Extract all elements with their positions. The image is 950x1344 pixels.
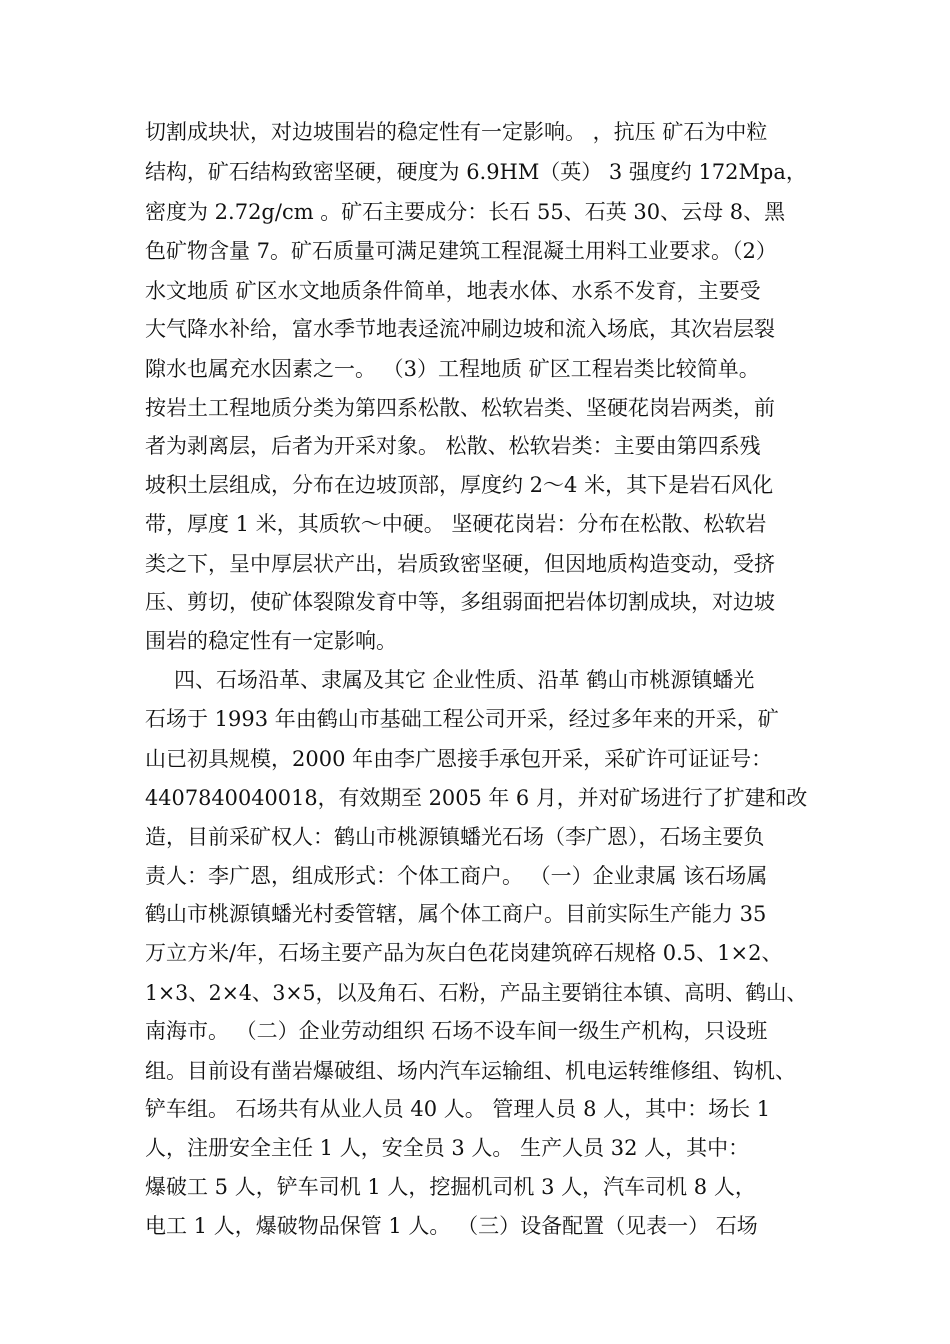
text-line: 者为剥离层，后者为开采对象。 松散、松软岩类：主要由第四系残 — [145, 434, 761, 458]
text-line: 组。目前设有凿岩爆破组、场内汽车运输组、机电运转维修组、钩机、 — [145, 1059, 796, 1083]
text-line: 密度为 2.72g/cm 。矿石主要成分：长石 55、石英 30、云母 8、黑 — [145, 200, 786, 224]
paragraph-first-line: 四、石场沿革、隶属及其它 企业性质、沿革 鹤山市桃源镇蟠光 — [174, 668, 755, 692]
text-line: 爆破工 5 人，铲车司机 1 人，挖掘机司机 3 人，汽车司机 8 人， — [145, 1175, 756, 1199]
text-line: 鹤山市桃源镇蟠光村委管辖，属个体工商户。目前实际生产能力 35 — [145, 902, 767, 926]
text-line: 按岩土工程地质分类为第四系松散、松软岩类、坚硬花岗岩两类，前 — [145, 396, 775, 420]
text-line: 人，注册安全主任 1 人，安全员 3 人。 生产人员 32 人，其中： — [145, 1136, 750, 1160]
text-line: 带，厚度 1 米，其质软～中硬。 坚硬花岗岩：分布在松散、松软岩 — [145, 512, 767, 536]
text-line: 隙水也属充水因素之一。 （3）工程地质 矿区工程岩类比较简单。 — [145, 357, 760, 381]
text-line: 色矿物含量 7。矿石质量可满足建筑工程混凝土用料工业要求。（2） — [145, 239, 777, 263]
text-line: 结构，矿石结构致密坚硬，硬度为 6.9HM（英） 3 强度约 172Mpa， — [145, 160, 807, 184]
text-line: 造，目前采矿权人：鹤山市桃源镇蟠光石场（李广恩），石场主要负 — [145, 825, 765, 849]
text-line: 压、剪切，使矿体裂隙发育中等，多组弱面把岩体切割成块，对边坡 — [145, 590, 775, 614]
text-line: 4407840040018，有效期至 2005 年 6 月，并对矿场进行了扩建和改 — [145, 786, 808, 810]
text-line: 1×3、2×4、3×5，以及角石、石粉，产品主要销往本镇、高明、鹤山、 — [145, 981, 807, 1005]
text-line: 类之下，呈中厚层状产出，岩质致密坚硬，但因地质构造变动，受挤 — [145, 552, 775, 576]
text-line: 石场于 1993 年由鹤山市基础工程公司开采，经过多年来的开采，矿 — [145, 707, 779, 731]
text-line: 切割成块状，对边坡围岩的稳定性有一定影响。 ，抗压 矿石为中粒 — [145, 120, 768, 144]
text-line: 电工 1 人，爆破物品保管 1 人。 （三）设备配置（见表一） 石场 — [145, 1214, 758, 1238]
text-line: 南海市。 （二）企业劳动组织 石场不设车间一级生产机构，只设班 — [145, 1019, 768, 1043]
text-line: 水文地质 矿区水文地质条件简单，地表水体、水系不发育，主要受 — [145, 279, 761, 303]
text-line: 责人：李广恩，组成形式：个体工商户。 （一）企业隶属 该石场属 — [145, 864, 768, 888]
text-line: 围岩的稳定性有一定影响。 — [145, 629, 397, 653]
text-line: 山已初具规模，2000 年由李广恩接手承包开采，采矿许可证证号： — [145, 747, 773, 771]
text-line: 万立方米/年，石场主要产品为灰白色花岗建筑碎石规格 0.5、1×2、 — [145, 941, 783, 965]
text-line: 坡积土层组成，分布在边坡顶部，厚度约 2～4 米，其下是岩石风化 — [145, 473, 774, 497]
text-line: 大气降水补给，富水季节地表迳流冲刷边坡和流入场底，其次岩层裂 — [145, 317, 775, 341]
text-line: 铲车组。 石场共有从业人员 40 人。 管理人员 8 人，其中：场长 1 — [145, 1097, 771, 1121]
